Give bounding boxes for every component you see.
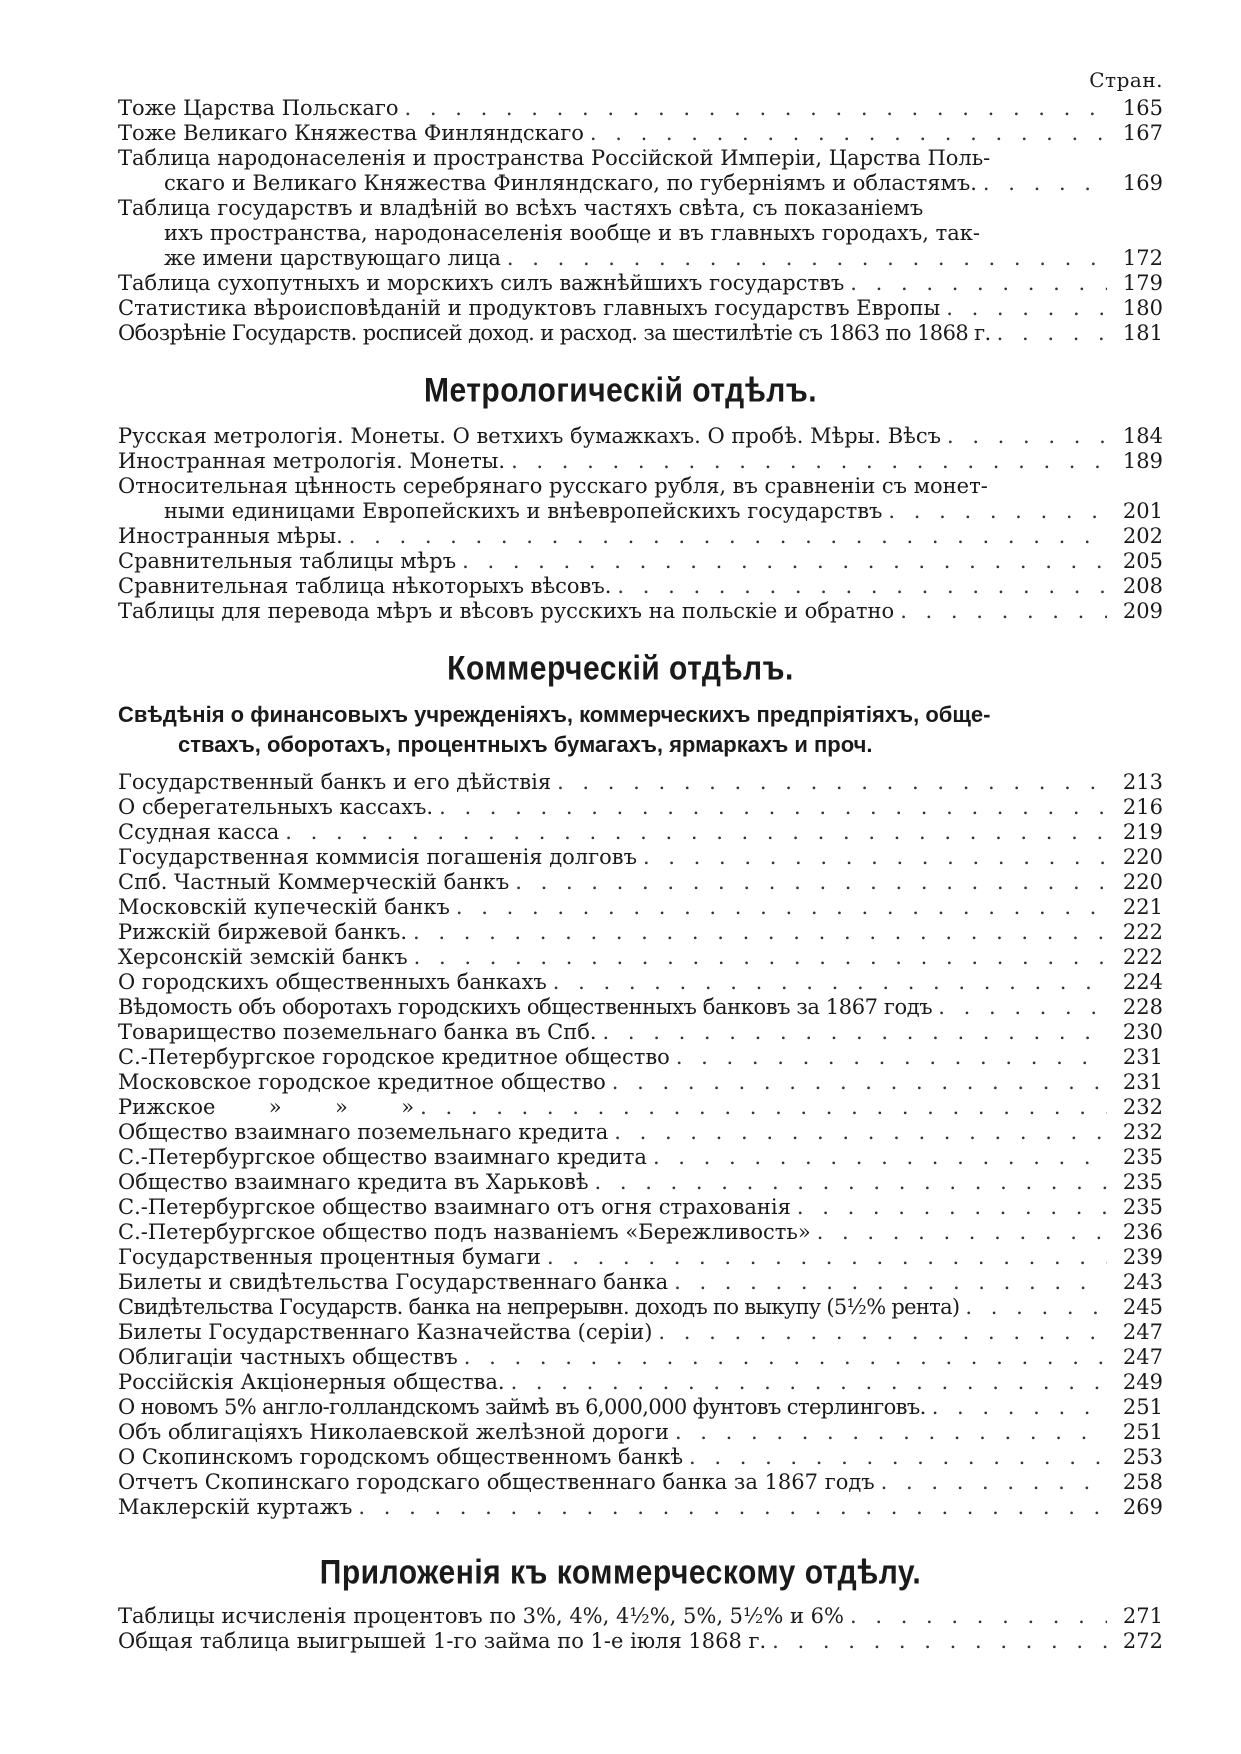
toc-entry-page: 222 xyxy=(1122,920,1163,944)
toc-entry-page: 228 xyxy=(1122,995,1163,1019)
dot-leader xyxy=(900,599,1107,624)
toc-entry xyxy=(118,945,1163,970)
toc-block-appendix xyxy=(118,1604,1163,1654)
toc-entry-title: О городскихъ общественныхъ банкахъ xyxy=(118,970,547,994)
toc-entry-page: 213 xyxy=(1122,770,1163,794)
dot-leader xyxy=(997,321,1107,346)
dot-leader xyxy=(612,1070,1107,1095)
toc-entry xyxy=(118,1245,1163,1270)
toc-entry-title: Иностранная метрологія. Монеты. xyxy=(118,449,506,473)
toc-entry-page: 181 xyxy=(1122,321,1163,345)
toc-entry-title-line: Таблица государствъ и владѣній во всѣхъ частяхъ свѣта, съ показаніемъ xyxy=(118,196,924,220)
toc-entry xyxy=(118,1470,1163,1495)
toc-entry-page: 271 xyxy=(1122,1604,1163,1628)
toc-block-metrology xyxy=(118,424,1163,624)
dot-leader xyxy=(932,1395,1107,1420)
dot-leader xyxy=(439,795,1107,820)
dot-leader xyxy=(772,1629,1107,1654)
toc-entry-title: О сберегательныхъ кассахъ. xyxy=(118,795,434,819)
toc-entry xyxy=(118,1095,1163,1120)
page-column-header: Стран. xyxy=(1089,68,1163,92)
dot-leader xyxy=(456,895,1107,920)
toc-entry-title: Общество взаимнаго поземельнаго кредита xyxy=(118,1120,609,1144)
toc-entry xyxy=(118,271,1163,296)
toc-entry-title: С.-Петербургское городское кредитное общество xyxy=(118,1045,670,1069)
toc-entry xyxy=(118,1629,1163,1654)
toc-entry xyxy=(118,1195,1163,1220)
dot-leader xyxy=(515,870,1107,895)
toc-entry-page: 235 xyxy=(1122,1195,1163,1219)
toc-entry-page: 220 xyxy=(1122,870,1163,894)
dot-leader xyxy=(614,1120,1107,1145)
toc-entry-title: Свидѣтельства Государств. банка на непрерывн. доходъ по выкупу (5½% рента) xyxy=(118,1295,960,1319)
toc-entry-title: Обозрѣніе Государств. росписей доход. и расход. за шестилѣтіе съ 1863 по 1868 г. xyxy=(118,321,991,345)
toc-entry xyxy=(118,146,1163,196)
toc-entry-title-line: ными единицами Европейскихъ и внѣевропейскихъ государствъ xyxy=(164,499,883,523)
toc-entry-page: 180 xyxy=(1122,296,1163,320)
toc-entry-title: Таблицы для перевода мѣръ и вѣсовъ русскихъ на польскіе и обратно xyxy=(118,599,895,623)
toc-entry xyxy=(118,920,1163,945)
toc-entry-title: Ссудная касса xyxy=(118,820,280,844)
toc-entry-page: 243 xyxy=(1122,1270,1163,1294)
section-heading-metrology: Метрологическій отдѣлъ. xyxy=(423,371,818,410)
toc-entry-title: Объ облигаціяхъ Николаевской желѣзной дороги xyxy=(118,1420,669,1444)
toc-entry-page: 249 xyxy=(1122,1370,1163,1394)
toc-entry-page: 165 xyxy=(1122,96,1163,120)
toc-entry-page: 220 xyxy=(1122,845,1163,869)
toc-entry-title: Таблица сухопутныхъ и морскихъ силъ важнѣйшихъ государствъ xyxy=(118,271,845,295)
subheading-line: ствахъ, оборотахъ, процентныхъ бумагахъ, ярмаркахъ и проч. xyxy=(178,732,873,757)
dot-leader xyxy=(676,1045,1107,1070)
toc-entry-title: О новомъ 5% англо-голландскомъ займѣ въ 6,000,000 фунтовъ стерлинговъ. xyxy=(118,1395,926,1419)
toc-entry-title-line: Таблица народонаселенія и пространства Россійской Имперіи, Царства Поль- xyxy=(118,146,991,170)
dot-leader xyxy=(938,995,1107,1020)
toc-entry-page: 209 xyxy=(1122,599,1163,623)
dot-leader xyxy=(675,1420,1107,1445)
dot-leader xyxy=(643,845,1107,870)
toc-entry-title: Маклерскій куртажъ xyxy=(118,1495,353,1519)
toc-entry xyxy=(118,1320,1163,1345)
toc-entry xyxy=(118,895,1163,920)
toc-entry-page: 269 xyxy=(1122,1495,1163,1519)
dot-leader xyxy=(511,449,1107,474)
dot-leader xyxy=(590,121,1107,146)
dot-leader xyxy=(881,1470,1107,1495)
toc-entry-title: С.-Петербургское общество подъ названіемъ «Бережливость» xyxy=(118,1220,811,1244)
dot-leader xyxy=(349,524,1107,549)
toc-entry-page: 235 xyxy=(1122,1170,1163,1194)
toc-entry-page: 232 xyxy=(1122,1120,1163,1144)
toc-entry-title-line: Относительная цѣнность серебрянаго русскаго рубля, въ сравненіи съ монет- xyxy=(118,474,988,498)
dot-leader xyxy=(511,1370,1107,1395)
dot-leader xyxy=(603,1020,1107,1045)
toc-entry-title: Государственный банкъ и его дѣйствія xyxy=(118,770,552,794)
toc-entry xyxy=(118,96,1163,121)
toc-entry xyxy=(118,1604,1163,1629)
section-heading-appendix: Приложенія къ коммерческому отдѣлу. xyxy=(319,1553,922,1592)
toc-entry-title: Московское городское кредитное общество xyxy=(118,1070,606,1094)
toc-entry-title: Сравнительныя таблицы мѣръ xyxy=(118,549,457,573)
toc-entry xyxy=(118,1370,1163,1395)
toc-entry-page: 167 xyxy=(1122,121,1163,145)
toc-entry-title: С.-Петербургское общество взаимнаго кредита xyxy=(118,1145,647,1169)
dot-leader xyxy=(674,1270,1107,1295)
toc-entry xyxy=(118,1295,1163,1320)
toc-entry-title: Облигаціи частныхъ обществъ xyxy=(118,1345,458,1369)
toc-entry xyxy=(118,524,1163,549)
section-heading-commercial: Коммерческій отдѣлъ. xyxy=(447,649,794,688)
toc-entry-page: 245 xyxy=(1122,1295,1163,1319)
toc-entry-page: 251 xyxy=(1122,1395,1163,1419)
toc-entry-title: Вѣдомость объ оборотахъ городскихъ общественныхъ банковъ за 1867 годъ xyxy=(118,995,933,1019)
dot-leader xyxy=(947,424,1107,449)
toc-entry-title: Билеты Государственнаго Казначейства (серіи) xyxy=(118,1320,653,1344)
toc-entry-title-line: ихъ пространства, народонаселенія вообще и въ главныхъ городахъ, так- xyxy=(164,221,980,245)
toc-entry-title: О Скопинскомъ городскомъ общественномъ банкѣ xyxy=(118,1445,684,1469)
toc-entry xyxy=(118,795,1163,820)
toc-entry-page: 179 xyxy=(1122,271,1163,295)
dot-leader xyxy=(965,1295,1107,1320)
dot-leader xyxy=(464,1345,1107,1370)
toc-entry-title: Рижское » » » xyxy=(118,1095,415,1119)
toc-entry xyxy=(118,770,1163,795)
dot-leader xyxy=(653,1145,1107,1170)
dot-leader xyxy=(547,1245,1107,1270)
toc-entry xyxy=(118,1270,1163,1295)
toc-entry-title: Иностранныя мѣры. xyxy=(118,524,343,548)
toc-entry xyxy=(118,574,1163,599)
dot-leader xyxy=(358,1495,1107,1520)
dot-leader xyxy=(285,820,1107,845)
toc-entry-page: 205 xyxy=(1122,549,1163,573)
dot-leader xyxy=(595,1170,1108,1195)
subheading-line: Свѣдѣнія о финансовыхъ учрежденіяхъ, коммерческихъ предпріятіяхъ, обще- xyxy=(118,702,991,727)
toc-entry-title: Русская метрологія. Монеты. О ветхихъ бумажкахъ. О пробѣ. Мѣры. Вѣсъ xyxy=(118,424,941,448)
toc-entry-page: 221 xyxy=(1122,895,1163,919)
toc-entry-page: 208 xyxy=(1122,574,1163,598)
dot-leader xyxy=(413,920,1107,945)
toc-entry-title: Спб. Частный Коммерческій банкъ xyxy=(118,870,510,894)
toc-entry-title: Государственная коммисія погашенія долговъ xyxy=(118,845,637,869)
toc-entry xyxy=(118,1495,1163,1520)
toc-entry-title: Общество взаимнаго кредита въ Харьковѣ xyxy=(118,1170,589,1194)
toc-entry xyxy=(118,1445,1163,1470)
toc-entry xyxy=(118,296,1163,321)
toc-entry-title: Тоже Великаго Княжества Финляндскаго xyxy=(118,121,584,145)
toc-entry xyxy=(118,820,1163,845)
toc-entry-title: Таблицы исчисленія процентовъ по 3%, 4%, 4½%, 5%, 5½% и 6% xyxy=(118,1604,844,1628)
toc-entry xyxy=(118,1070,1163,1095)
toc-entry-title: Товарищество поземельнаго банка въ Спб. xyxy=(118,1020,597,1044)
dot-leader xyxy=(658,1320,1107,1345)
toc-entry xyxy=(118,970,1163,995)
dot-leader xyxy=(507,246,1107,271)
dot-leader xyxy=(983,171,1107,196)
toc-entry-page: 231 xyxy=(1122,1070,1163,1094)
toc-entry xyxy=(118,121,1163,146)
toc-entry-page: 184 xyxy=(1122,424,1163,448)
toc-entry-page: 222 xyxy=(1122,945,1163,969)
toc-entry xyxy=(118,449,1163,474)
dot-leader xyxy=(817,1220,1107,1245)
toc-entry xyxy=(118,549,1163,574)
toc-entry-title: Билеты и свидѣтельства Государственнаго банка xyxy=(118,1270,669,1294)
toc-entry xyxy=(118,995,1163,1020)
toc-entry xyxy=(118,1420,1163,1445)
toc-entry-page: 231 xyxy=(1122,1045,1163,1069)
toc-entry-page: 232 xyxy=(1122,1095,1163,1119)
toc-entry-page: 247 xyxy=(1122,1345,1163,1369)
toc-entry-title: Тоже Царства Польскаго xyxy=(118,96,399,120)
toc-entry xyxy=(118,1345,1163,1370)
toc-entry-title: С.-Петербургское общество взаимнаго отъ огня страхованія xyxy=(118,1195,791,1219)
toc-entry-page: 272 xyxy=(1122,1629,1163,1653)
toc-entry xyxy=(118,1045,1163,1070)
dot-leader xyxy=(553,970,1107,995)
toc-entry-page: 219 xyxy=(1122,820,1163,844)
toc-entry-title: Сравнительная таблица нѣкоторыхъ вѣсовъ. xyxy=(118,574,612,598)
dot-leader xyxy=(420,1095,1107,1120)
dot-leader xyxy=(462,549,1107,574)
toc-entry xyxy=(118,1020,1163,1045)
toc-entry-page: 189 xyxy=(1122,449,1163,473)
toc-entry xyxy=(118,845,1163,870)
toc-entry-title: Херсонскій земскій банкъ xyxy=(118,945,408,969)
toc-entry-title: Россійскія Акціонерныя общества. xyxy=(118,1370,505,1394)
dot-leader xyxy=(850,1604,1107,1629)
toc-entry-title: Государственныя процентныя бумаги xyxy=(118,1245,541,1269)
toc-entry xyxy=(118,474,1163,524)
dot-leader xyxy=(946,296,1107,321)
toc-entry-page: 224 xyxy=(1122,970,1163,994)
toc-entry-title-line: же имени царствующаго лица xyxy=(164,246,501,270)
toc-entry-page: 258 xyxy=(1122,1470,1163,1494)
toc-entry-page: 235 xyxy=(1122,1145,1163,1169)
dot-leader xyxy=(617,574,1107,599)
toc-entry xyxy=(118,1145,1163,1170)
toc-entry-title: Общая таблица выигрышей 1-го займа по 1-е іюля 1868 г. xyxy=(118,1629,767,1653)
toc-entry xyxy=(118,1395,1163,1420)
toc-entry-page: 230 xyxy=(1122,1020,1163,1044)
toc-entry-page: 236 xyxy=(1122,1220,1163,1244)
toc-entry-page: 201 xyxy=(1122,499,1163,523)
toc-entry-page: 251 xyxy=(1122,1420,1163,1444)
toc-entry-page: 239 xyxy=(1122,1245,1163,1269)
section-subheading xyxy=(118,700,1163,760)
toc-entry-page: 253 xyxy=(1122,1445,1163,1469)
toc-entry-page: 216 xyxy=(1122,795,1163,819)
toc-entry xyxy=(118,424,1163,449)
toc-entry-title: Рижскій биржевой банкъ. xyxy=(118,920,408,944)
toc-entry-title: Московскій купеческій банкъ xyxy=(118,895,450,919)
toc-entry xyxy=(118,1220,1163,1245)
dot-leader xyxy=(850,271,1107,296)
toc-entry xyxy=(118,870,1163,895)
dot-leader xyxy=(888,499,1107,524)
toc-entry xyxy=(118,196,1163,271)
toc-entry-title: Статистика вѣроисповѣданій и продуктовъ главныхъ государствъ Европы xyxy=(118,296,941,320)
toc-entry xyxy=(118,1120,1163,1145)
toc-entry-page: 172 xyxy=(1122,246,1163,270)
toc-entry-title: Отчетъ Скопинскаго городскаго общественнаго банка за 1867 годъ xyxy=(118,1470,875,1494)
toc-entry xyxy=(118,1170,1163,1195)
toc-entry xyxy=(118,321,1163,346)
dot-leader xyxy=(557,770,1107,795)
toc-entry-page: 202 xyxy=(1122,524,1163,548)
toc-entry xyxy=(118,599,1163,624)
toc-entry-page: 247 xyxy=(1122,1320,1163,1344)
dot-leader xyxy=(414,945,1107,970)
dot-leader xyxy=(405,96,1107,121)
toc-entry-page: 169 xyxy=(1122,171,1163,195)
toc-entry-title-line: скаго и Великаго Княжества Финляндскаго, по губерніямъ и областямъ. xyxy=(164,171,977,195)
toc-block-statistics xyxy=(118,96,1163,346)
dot-leader xyxy=(689,1445,1107,1470)
toc-block-commercial xyxy=(118,770,1163,1520)
dot-leader xyxy=(797,1195,1107,1220)
